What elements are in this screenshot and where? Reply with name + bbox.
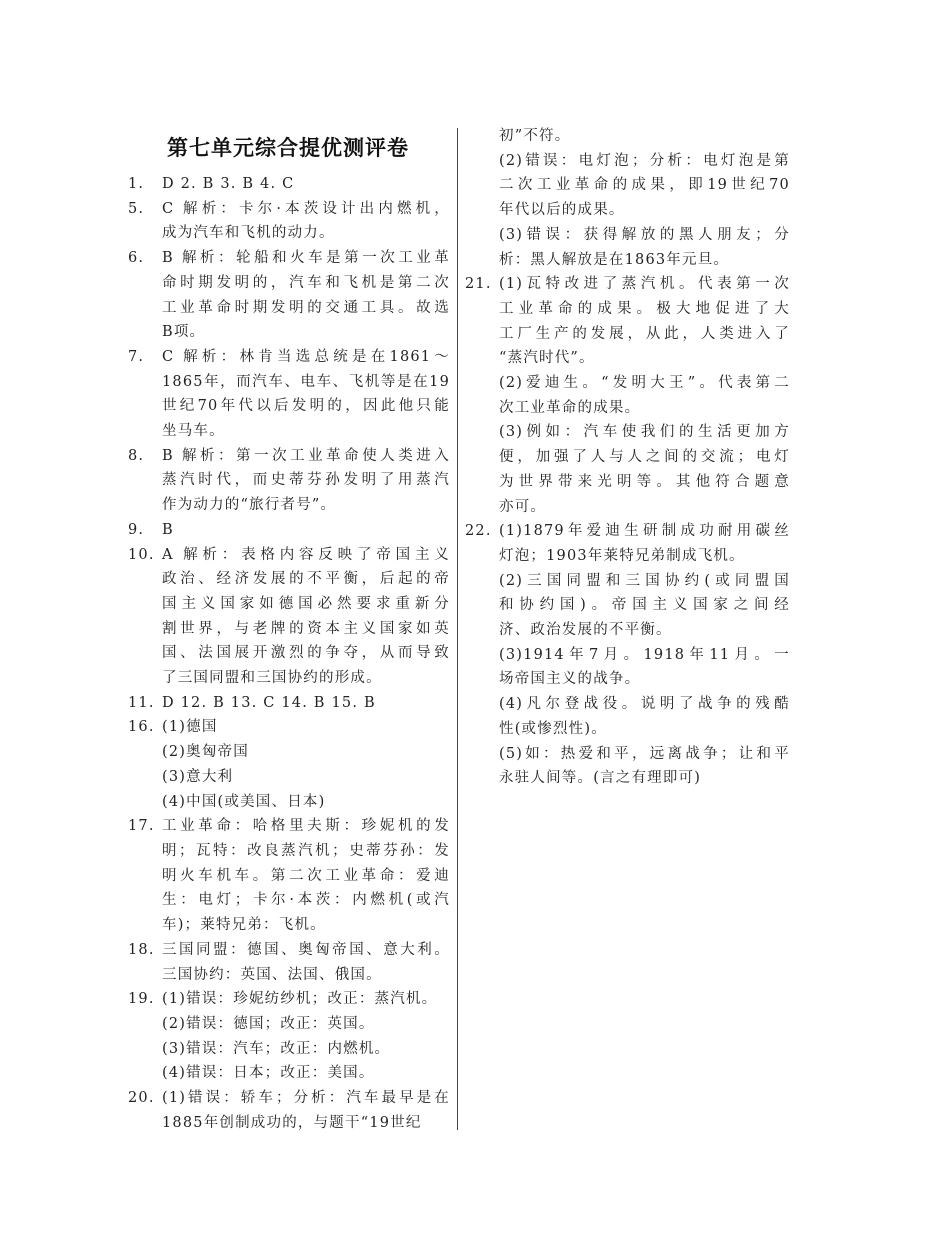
answer-body	[162, 246, 450, 345]
answer-body	[162, 518, 450, 543]
answer-body	[499, 223, 790, 272]
answer-number: 10.	[128, 546, 155, 563]
answer-line: (3)意大利	[162, 768, 234, 785]
answer-number: 17.	[128, 818, 155, 835]
answer-line: 为世界带来光明等。其他符合题意	[499, 473, 790, 490]
answer-number	[128, 740, 162, 765]
answer-item	[128, 1086, 450, 1135]
answer-item	[128, 691, 450, 716]
answer-line: 灯泡；1903年莱特兄弟制成飞机。	[499, 547, 745, 564]
answer-number: 1.	[128, 176, 145, 192]
answer-line: 年代以后的成果。	[499, 202, 625, 219]
answer-number	[465, 420, 499, 519]
answer-line: 工厂生产的发展，从此，人类进入了	[499, 325, 790, 342]
answer-number	[128, 1012, 162, 1037]
answer-line: (4)凡尔登战役。说明了战争的残酷	[499, 696, 790, 713]
answer-number	[128, 1037, 162, 1062]
answer-line: 初”不符。	[499, 128, 571, 144]
answer-body	[499, 643, 790, 692]
answer-line: (3)例如：汽车使我们的生活更加方	[499, 424, 790, 441]
answer-body	[162, 444, 450, 518]
answer-line: D 2. B 3. B 4. C	[162, 176, 295, 192]
answer-number	[465, 692, 499, 741]
answer-body	[499, 692, 790, 741]
answer-line: (3)错误：汽车；改正：内燃机。	[162, 1040, 391, 1057]
answer-item	[128, 740, 450, 765]
answer-number: 7.	[128, 348, 145, 365]
answer-line: 政治、经济发展的不平衡，后起的帝	[162, 571, 450, 588]
answer-body	[499, 420, 790, 519]
answer-line: A 解析：表格内容反映了帝国主义	[162, 546, 450, 563]
answer-line: 工业革命时期发明的交通工具。故选	[162, 299, 450, 316]
answer-line: (1)错误：珍妮纺纱机；改正：蒸汽机。	[162, 991, 438, 1008]
answer-item	[128, 197, 450, 246]
answer-line: 场帝国主义的战争。	[499, 671, 641, 688]
answer-body	[162, 765, 450, 790]
answer-body	[162, 1061, 450, 1086]
answer-line: B 解析：轮船和火车是第一次工业革	[162, 250, 450, 267]
answer-body	[499, 149, 790, 223]
answer-number	[128, 1061, 162, 1086]
answer-item	[128, 444, 450, 518]
answer-item	[128, 715, 450, 740]
answer-line: 三国同盟：德国、奥匈帝国、意大利。	[162, 941, 450, 958]
answer-body	[162, 197, 450, 246]
answer-item	[128, 987, 450, 1012]
answer-line: B 解析：第一次工业革命使人类进入	[162, 447, 450, 464]
answer-column-left	[128, 172, 450, 1135]
answer-line: 析：黑人解放是在1863年元旦。	[499, 251, 730, 268]
answer-line: 次工业革命的成果。	[499, 399, 641, 416]
answer-body	[162, 814, 450, 938]
answer-body	[499, 519, 790, 568]
answer-line: 永驻人间等。(言之有理即可)	[499, 770, 702, 787]
answer-column-right	[465, 124, 790, 791]
answer-line: 命时期发明的，汽车和飞机是第二次	[162, 274, 450, 291]
answer-line: 工业革命：哈格里夫斯：珍妮机的发	[162, 818, 450, 835]
answer-line: 成为汽车和飞机的动力。	[162, 225, 335, 242]
answer-body	[499, 272, 790, 371]
answer-line: 亦可。	[499, 498, 547, 515]
answer-body	[499, 124, 790, 149]
answer-item	[128, 543, 450, 691]
answer-line: 明；瓦特：改良蒸汽机；史蒂芬孙：发	[162, 842, 450, 859]
answer-item	[128, 938, 450, 987]
answer-number	[465, 149, 499, 223]
answer-number: 20.	[128, 1090, 155, 1107]
answer-item	[465, 692, 790, 741]
column-divider	[457, 128, 458, 1130]
answer-line: D 12. B 13. C 14. B 15. B	[162, 694, 376, 711]
answer-line: B	[162, 521, 174, 538]
answer-body	[162, 345, 450, 444]
answer-line: “蒸汽时代”。	[499, 350, 595, 367]
answer-item	[128, 172, 450, 197]
answer-line: 1885年创制成功的，与题干“19世纪	[162, 1114, 422, 1131]
answer-line: 割世界，与老牌的资本主义国家如英	[162, 620, 450, 637]
answer-item	[465, 569, 790, 643]
answer-item	[128, 246, 450, 345]
answer-body	[162, 740, 450, 765]
answer-body	[162, 938, 450, 987]
answer-line: (1)德国	[162, 719, 218, 736]
answer-line: (1)错误：轿车；分析：汽车最早是在	[162, 1090, 450, 1107]
answer-line: 国、法国展开激烈的争夺，从而导致	[162, 645, 450, 662]
answer-number: 9.	[128, 521, 145, 538]
answer-line: 三国协约：英国、法国、俄国。	[162, 966, 382, 983]
answer-line: (4)中国(或美国、日本)	[162, 793, 326, 810]
answer-item	[465, 272, 790, 371]
answer-body	[162, 715, 450, 740]
answer-item	[465, 420, 790, 519]
answer-number	[128, 765, 162, 790]
answer-item	[465, 124, 790, 149]
answer-item	[128, 765, 450, 790]
answer-line: C 解析：卡尔·本茨设计出内燃机，	[162, 200, 450, 217]
answer-line: (1)瓦特改进了蒸汽机。代表第一次	[499, 276, 790, 293]
answer-item	[128, 1061, 450, 1086]
answer-number: 11.	[128, 694, 155, 711]
answer-line: 济、政治发展的不平衡。	[499, 622, 672, 639]
answer-number	[465, 569, 499, 643]
answer-line: 车)；莱特兄弟：飞机。	[162, 917, 326, 934]
answer-body	[162, 1086, 450, 1135]
answer-number	[465, 124, 499, 149]
answer-body	[162, 543, 450, 691]
answer-line: 工业革命的成果。极大地促进了大	[499, 300, 790, 317]
answer-line: 二次工业革命的成果，即19世纪70	[499, 177, 790, 194]
answer-number	[128, 790, 162, 815]
answer-line: 生：电灯；卡尔·本茨：内燃机(或汽	[162, 892, 450, 909]
answer-item	[465, 742, 790, 791]
answer-line: 了三国同盟和三国协约的形成。	[162, 670, 382, 687]
answer-number	[465, 742, 499, 791]
answer-number	[465, 223, 499, 272]
answer-number: 22.	[465, 523, 492, 540]
answer-line: 作为动力的“旅行者号”。	[162, 497, 337, 514]
answer-line: 明火车机车。第二次工业革命：爱迪	[162, 867, 450, 884]
answer-line: B项。	[162, 324, 206, 341]
answer-line: (3)错误：获得解放的黑人朋友；分	[499, 226, 790, 243]
answer-line: 便，加强了人与人之间的交流；电灯	[499, 449, 790, 466]
answer-line: 坐马车。	[162, 423, 225, 440]
answer-number: 18.	[128, 941, 155, 958]
answer-item	[128, 790, 450, 815]
answer-line: 和协约国)。帝国主义国家之间经	[499, 597, 790, 614]
answer-item	[465, 519, 790, 568]
answer-number	[465, 371, 499, 420]
answer-body	[162, 987, 450, 1012]
answer-body	[162, 790, 450, 815]
answer-item	[128, 518, 450, 543]
answer-number: 16.	[128, 719, 155, 736]
answer-body	[162, 1037, 450, 1062]
answer-line: (1)1879年爱迪生研制成功耐用碳丝	[499, 523, 790, 540]
answer-body	[499, 569, 790, 643]
answer-item	[128, 345, 450, 444]
answer-line: (2)错误：电灯泡；分析：电灯泡是第	[499, 152, 790, 169]
page-title: 第七单元综合提优测评卷	[167, 136, 409, 160]
answer-body	[162, 172, 450, 197]
answer-line: 国主义国家如德国必然要求重新分	[162, 595, 450, 612]
answer-line: 蒸汽时代，而史蒂芬孙发明了用蒸汽	[162, 472, 450, 489]
answer-number: 21.	[465, 276, 492, 293]
answer-line: (4)错误：日本；改正：美国。	[162, 1065, 375, 1082]
answer-item	[465, 223, 790, 272]
answer-number: 19.	[128, 991, 155, 1008]
answer-number	[465, 643, 499, 692]
answer-line: (2)错误：德国；改正：英国。	[162, 1015, 375, 1032]
answer-number: 6.	[128, 250, 145, 267]
answer-line: 性(或惨烈性)。	[499, 720, 607, 737]
answer-line: (2)奥匈帝国	[162, 744, 249, 761]
answer-line: (2)三国同盟和三国协约(或同盟国	[499, 572, 790, 589]
answer-body	[499, 742, 790, 791]
answer-item	[465, 149, 790, 223]
answer-line: (3)1914年7月。1918年11月。一	[499, 646, 790, 663]
answer-number: 5.	[128, 200, 145, 217]
answer-item	[128, 1037, 450, 1062]
answer-item	[465, 371, 790, 420]
answer-body	[162, 1012, 450, 1037]
answer-line: 1865年，而汽车、电车、飞机等是在19	[162, 373, 450, 390]
answer-line: C 解析：林肯当选总统是在1861～	[162, 348, 450, 365]
answer-line: (2)爱迪生。“发明大王”。代表第二	[499, 375, 790, 392]
answer-item	[128, 1012, 450, 1037]
answer-number: 8.	[128, 447, 145, 464]
answer-line: 世纪70年代以后发明的，因此他只能	[162, 398, 450, 415]
answer-item	[465, 643, 790, 692]
answer-body	[499, 371, 790, 420]
answer-line: (5)如：热爱和平，远离战争；让和平	[499, 745, 790, 762]
answer-item	[128, 814, 450, 938]
answer-body	[162, 691, 450, 716]
